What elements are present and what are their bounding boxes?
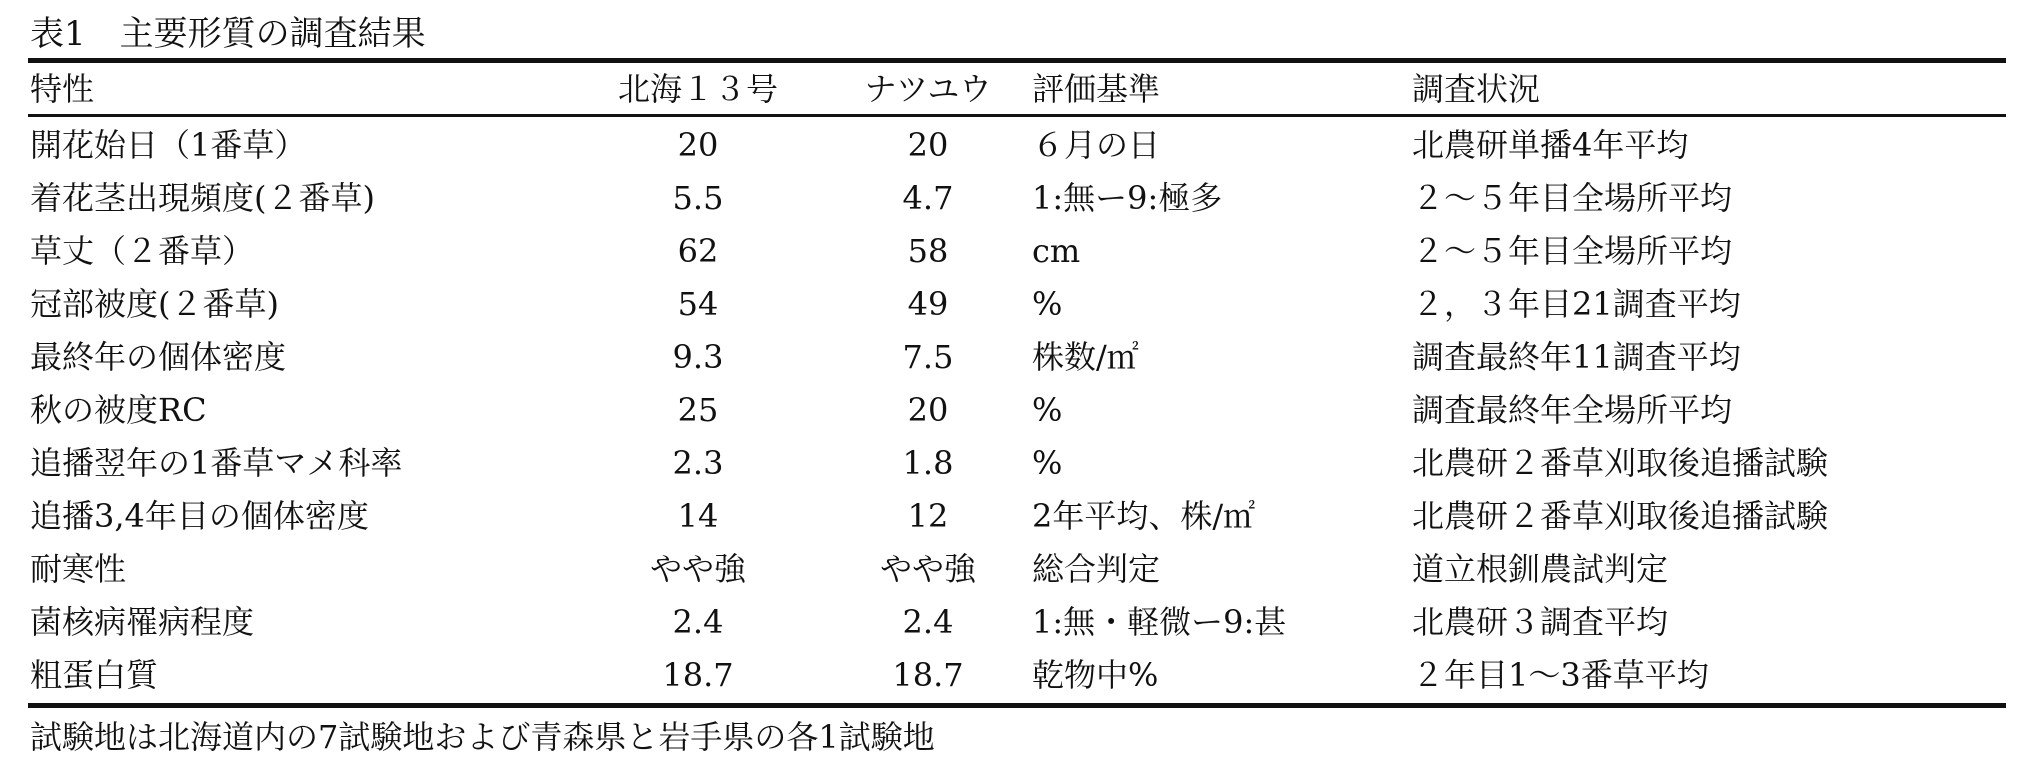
table-row [28,596,2006,649]
cell-hokkai13: 54 [677,285,719,323]
cell-criteria: ６月の日 [1032,126,1161,164]
table-header-row [28,63,2006,116]
cell-natsuyu: 7.5 [902,338,954,376]
bottom-rule [28,703,2006,708]
cell-trait: 粗蛋白質 [30,656,159,694]
cell-hokkai13: 2.3 [672,444,724,482]
cell-survey: 道立根釧農試判定 [1412,550,1669,588]
cell-natsuyu: 20 [907,126,949,164]
cell-criteria: cm [1032,232,1081,270]
header-trait: 特性 [30,70,95,108]
table-row [28,490,2006,543]
cell-natsuyu: 20 [907,391,949,429]
cell-hokkai13: 2.4 [672,603,724,641]
cell-survey: ２〜５年目全場所平均 [1412,232,1733,270]
cell-survey: 調査最終年全場所平均 [1412,391,1733,429]
cell-criteria: % [1032,285,1063,323]
cell-natsuyu: 18.7 [892,656,964,694]
cell-trait: 耐寒性 [30,550,127,588]
cell-hokkai13: 62 [677,232,719,270]
table-row [28,172,2006,225]
cell-trait: 秋の被度RC [30,391,207,429]
cell-survey: 北農研２番草刈取後追播試験 [1412,444,1829,482]
cell-hokkai13: 18.7 [662,656,734,694]
table-row [28,225,2006,278]
cell-hokkai13: 9.3 [672,338,724,376]
cell-trait: 菌核病罹病程度 [30,603,255,641]
cell-criteria: 2年平均、株/㎡ [1032,497,1256,535]
cell-natsuyu: 58 [907,232,949,270]
cell-survey: 北農研単播4年平均 [1412,126,1689,164]
results-table [28,63,2006,694]
cell-hokkai13: 14 [677,497,719,535]
cell-criteria: % [1032,444,1063,482]
cell-survey: ２年目1〜3番草平均 [1412,656,1709,694]
cell-trait: 開花始日（1番草） [30,126,307,164]
cell-criteria: 乾物中% [1032,656,1159,694]
table-row [28,437,2006,490]
cell-survey: 北農研２番草刈取後追播試験 [1412,497,1829,535]
cell-survey: 北農研３調査平均 [1412,603,1669,641]
table-row [28,331,2006,384]
header-survey: 調査状況 [1412,70,1541,108]
cell-survey: ２，３年目21調査平均 [1412,285,1741,323]
cell-natsuyu: 1.8 [902,444,954,482]
cell-criteria: % [1032,391,1063,429]
cell-survey: ２〜５年目全場所平均 [1412,179,1733,217]
cell-trait: 草丈（２番草） [30,232,255,270]
table-body [28,119,2006,702]
cell-hokkai13: 25 [677,391,719,429]
cell-trait: 着花茎出現頻度(２番草) [30,179,375,217]
cell-natsuyu: 2.4 [902,603,954,641]
header-hokkai13: 北海１３号 [617,70,778,108]
table-row [28,649,2006,702]
header-natsuyu: ナツユウ [864,70,992,108]
table-row [28,384,2006,437]
cell-criteria: 株数/㎡ [1032,338,1139,376]
cell-trait: 最終年の個体密度 [30,338,287,376]
cell-criteria: 1:無ー9:極多 [1032,179,1223,217]
cell-hokkai13: 20 [677,126,719,164]
table-row [28,278,2006,331]
header-rule [28,114,2006,117]
cell-trait: 追播3,4年目の個体密度 [30,497,369,535]
cell-trait: 追播翌年の1番草マメ科率 [30,444,403,482]
header-criteria: 評価基準 [1032,70,1161,108]
cell-survey: 調査最終年11調査平均 [1412,338,1741,376]
cell-natsuyu: やや強 [879,550,976,588]
cell-natsuyu: 12 [907,497,949,535]
cell-trait: 冠部被度(２番草) [30,285,279,323]
table-caption: 表1 主要形質の調査結果 [30,14,426,54]
table-footnote: 試験地は北海道内の7試験地および青森県と岩手県の各1試験地 [30,718,935,756]
cell-hokkai13: やや強 [649,550,746,588]
cell-criteria: 1:無・軽微ー9:甚 [1032,603,1287,641]
cell-natsuyu: 4.7 [902,179,954,217]
table-row [28,543,2006,596]
cell-criteria: 総合判定 [1032,550,1161,588]
cell-natsuyu: 49 [907,285,949,323]
table-row [28,119,2006,172]
cell-hokkai13: 5.5 [672,179,724,217]
